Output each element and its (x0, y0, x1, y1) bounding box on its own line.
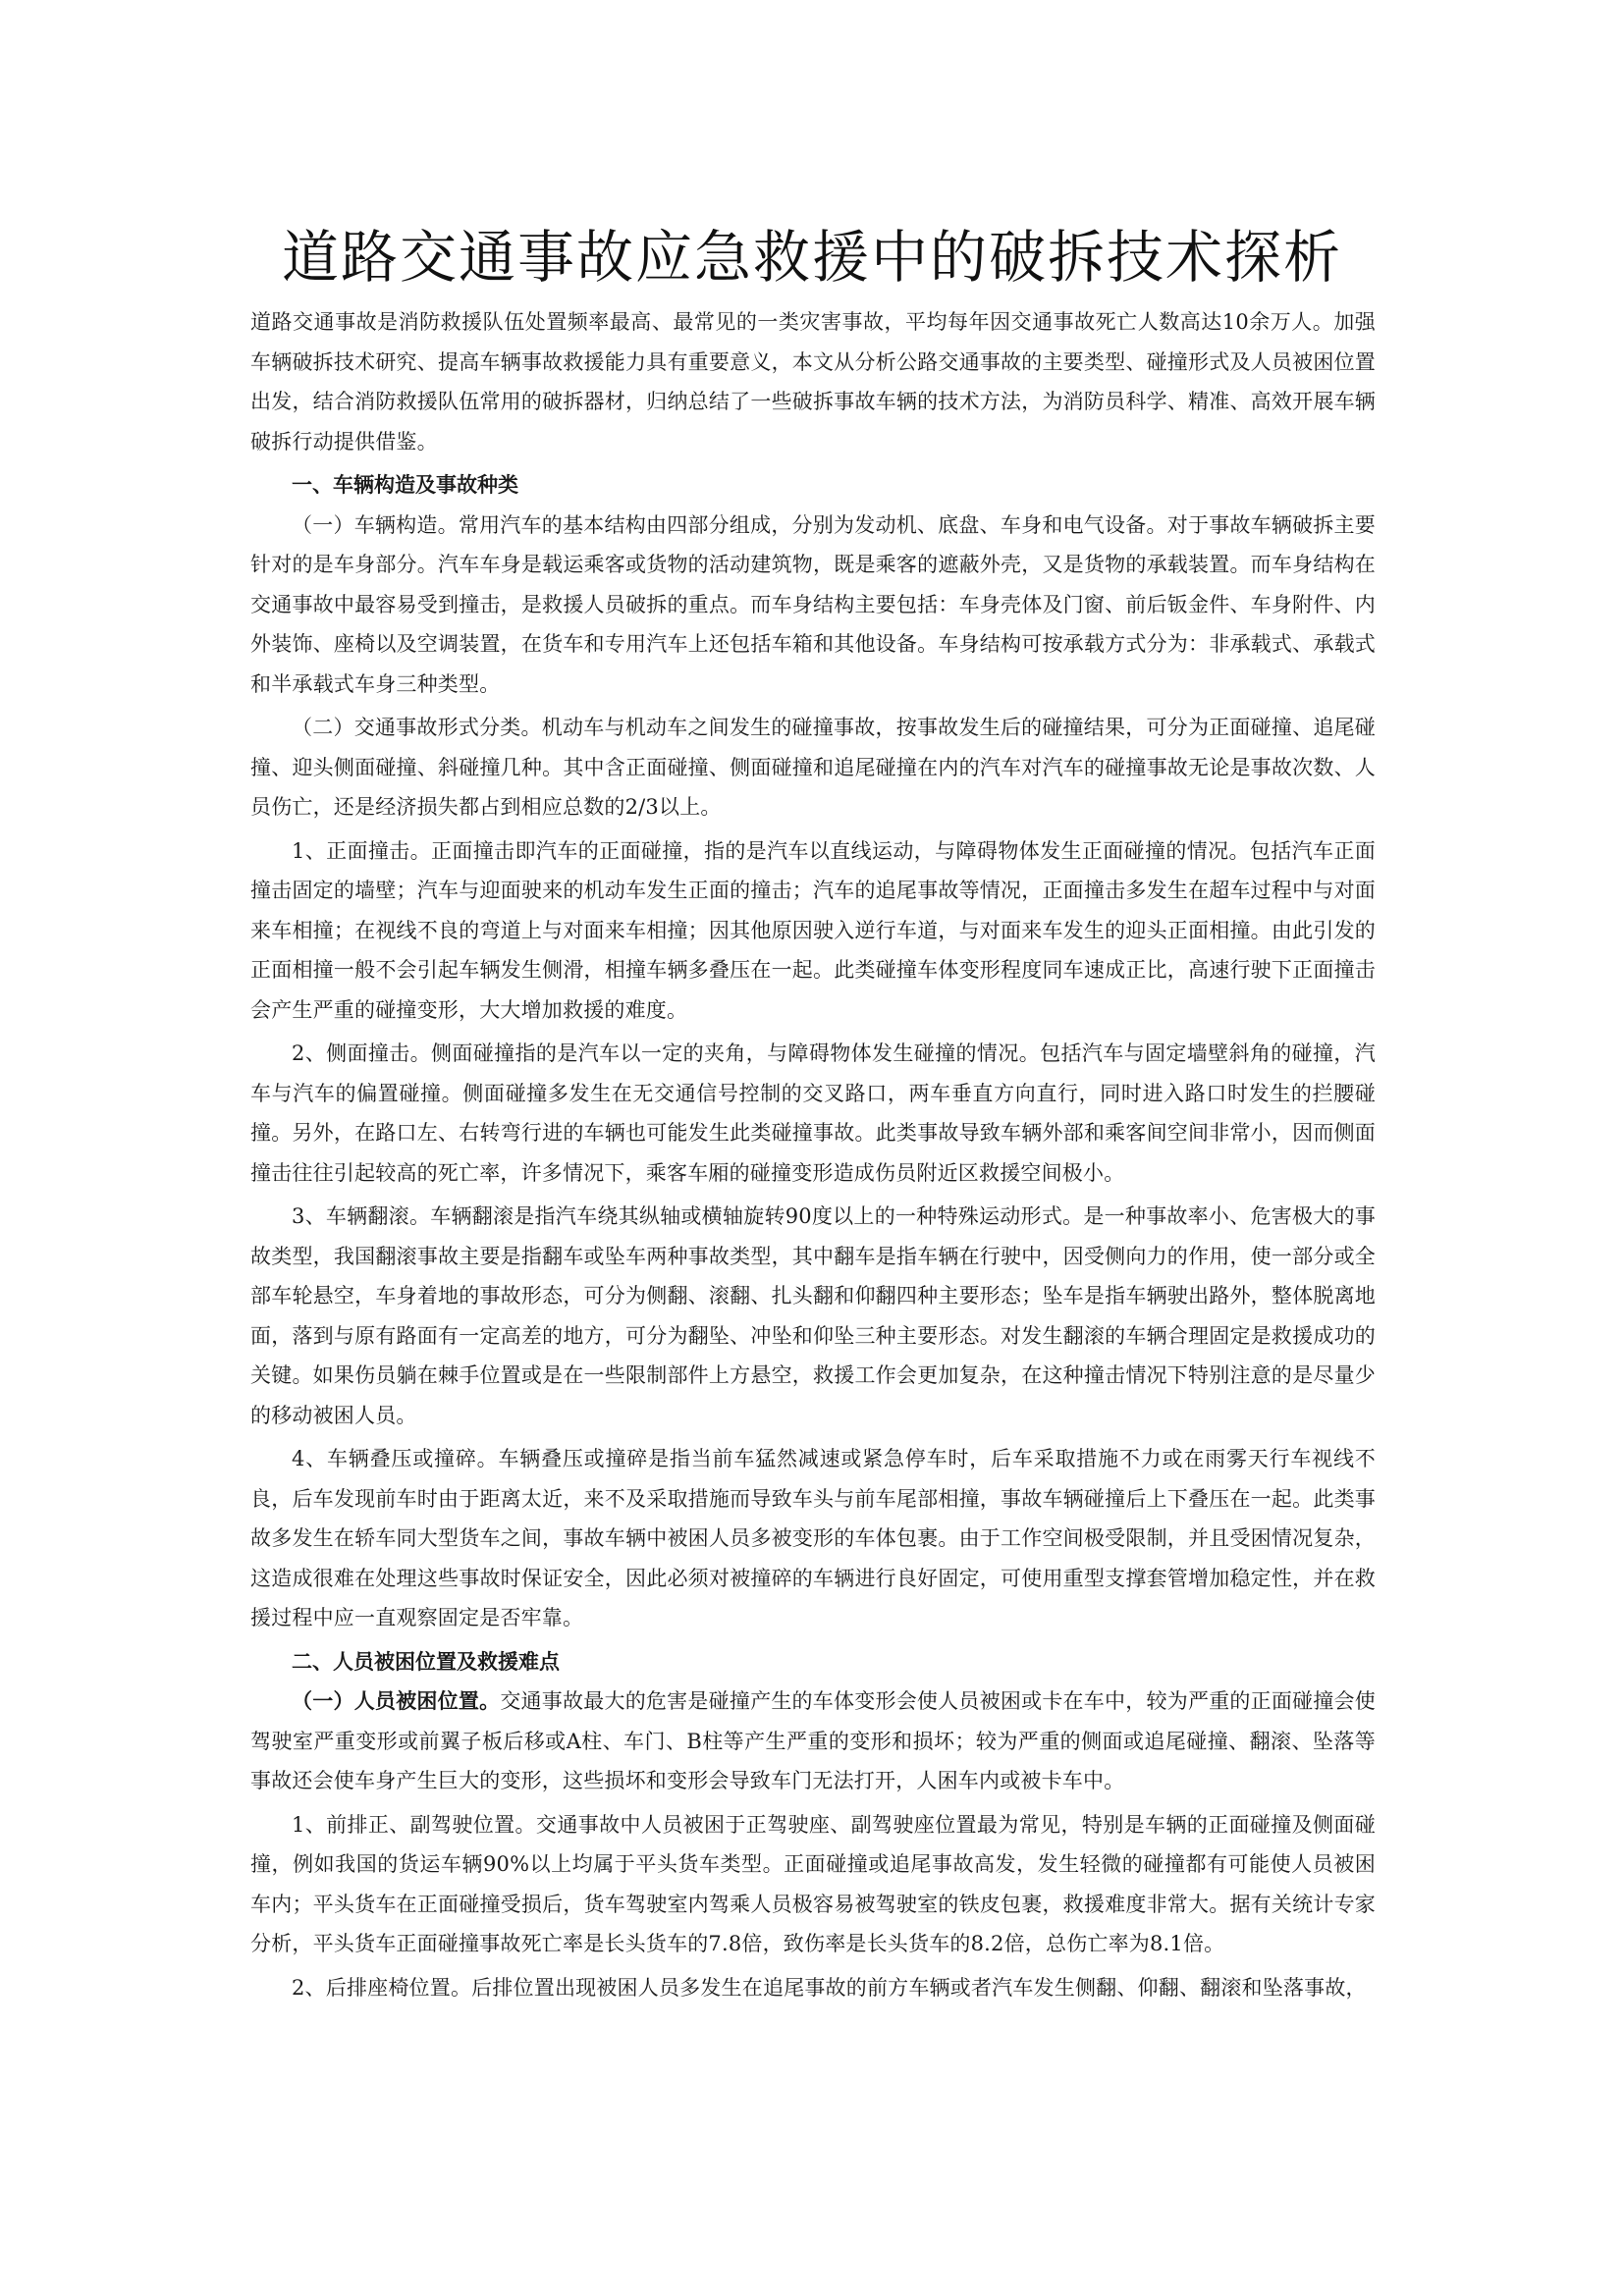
paragraph-trapped-position (250, 1682, 1376, 1801)
paragraph-side-impact: 2、侧面撞击。侧面碰撞指的是汽车以一定的夹角，与障碍物体发生碰撞的情况。包括汽车与固定墙壁斜角的碰撞，汽车与汽车的偏置碰撞。侧面碰撞多发生在无交通信号控制的交叉路口，两车垂直方向直行，同时进入路口时发生的拦腰碰撞。另外，在路口左、右转弯行进的车辆也可能发生此类碰撞事故。此类事故导致车辆外部和乘客间空间非常小，因而侧面撞击往往引起较高的死亡率，许多情况下，乘客车厢的碰撞变形造成伤员附近区救援空间极小。 (250, 1041, 1376, 1185)
document-body (250, 302, 1376, 2007)
paragraph-frontal-impact: 1、正面撞击。正面撞击即汽车的正面碰撞，指的是汽车以直线运动，与障碍物体发生正面碰撞的情况。包括汽车正面撞击固定的墙壁；汽车与迎面驶来的机动车发生正面的撞击；汽车的追尾事故等情况，正面撞击多发生在超车过程中与对面来车相撞；在视线不良的弯道上与对面来车相撞；因其他原因驶入逆行车道，与对面来车发生的迎头正面相撞。由此引发的正面相撞一般不会引起车辆发生侧滑，相撞车辆多叠压在一起。此类碰撞车体变形程度同车速成正比，高速行驶下正面撞击会产生严重的碰撞变形，大大增加救援的难度。 (250, 838, 1376, 1022)
paragraph-front-seats: 1、前排正、副驾驶位置。交通事故中人员被困于正驾驶座、副驾驶座位置最为常见，特别是车辆的正面碰撞及侧面碰撞，例如我国的货运车辆90%以上均属于平头货车类型。正面碰撞或追尾事故高发，发生轻微的碰撞都有可能使人员被困车内；平头货车在正面碰撞受损后，货车驾驶室内驾乘人员极容易被驾驶室的铁皮包裹，救援难度非常大。据有关统计专家分析，平头货车正面碰撞事故死亡率是长头货车的7.8倍，致伤率是长头货车的8.2倍，总伤亡率为8.1倍。 (250, 1812, 1376, 1955)
paragraph-rear-seats: 2、后排座椅位置。后排位置出现被困人员多发生在追尾事故的前方车辆或者汽车发生侧翻、仰翻、翻滚和坠落事故， (292, 1975, 1367, 2000)
section-heading-2: 二、人员被困位置及救援难点 (292, 1648, 560, 1674)
page-title: 道路交通事故应急救援中的破拆技术探析 (281, 224, 1342, 291)
paragraph-accident-types: （二）交通事故形式分类。机动车与机动车之间发生的碰撞事故，按事故发生后的碰撞结果，可分为正面碰撞、追尾碰撞、迎头侧面碰撞、斜碰撞几种。其中含正面碰撞、侧面碰撞和追尾碰撞在内的汽车对汽车的碰撞事故无论是事故次数、人员伤亡，还是经济损失都占到相应总数的2/3以上。 (250, 716, 1376, 819)
paragraph-lead: （一）人员被困位置。 (292, 1688, 501, 1713)
intro-paragraph: 道路交通事故是消防救援队伍处置频率最高、最常见的一类灾害事故，平均每年因交通事故死亡人数高达10余万人。加强车辆破拆技术研究、提高车辆事故救援能力具有重要意义，本文从分析公路交通事故的主要类型、碰撞形式及人员被困位置出发，结合消防救援队伍常用的破拆器材，归纳总结了一些破拆事故车辆的技术方法，为消防员科学、精准、高效开展车辆破拆行动提供借鉴。 (250, 310, 1376, 454)
section-heading-1: 一、车辆构造及事故种类 (292, 472, 518, 497)
paragraph-rollover: 3、车辆翻滚。车辆翻滚是指汽车绕其纵轴或横轴旋转90度以上的一种特殊运动形式。是一种事故率小、危害极大的事故类型，我国翻滚事故主要是指翻车或坠车两种事故类型，其中翻车是指车辆在行驶中，因受侧向力的作用，使一部分或全部车轮悬空，车身着地的事故形态，可分为侧翻、滚翻、扎头翻和仰翻四种主要形态；坠车是指车辆驶出路外，整体脱离地面，落到与原有路面有一定高差的地方，可分为翻坠、冲坠和仰坠三种主要形态。对发生翻滚的车辆合理固定是救援成功的关键。如果伤员躺在棘手位置或是在一些限制部件上方悬空，救援工作会更加复杂，在这种撞击情况下特别注意的是尽量少的移动被困人员。 (250, 1204, 1376, 1427)
paragraph-stacking: 4、车辆叠压或撞碎。车辆叠压或撞碎是指当前车猛然减速或紧急停车时，后车采取措施不力或在雨雾天行车视线不良，后车发现前车时由于距离太近，来不及采取措施而导致车头与前车尾部相撞，事故车辆碰撞后上下叠压在一起。此类事故多发生在轿车同大型货车之间，事故车辆中被困人员多被变形的车体包裹。由于工作空间极受限制，并且受困情况复杂，这造成很难在处理这些事故时保证安全，因此必须对被撞碎的车辆进行良好固定，可使用重型支撑套管增加稳定性，并在救援过程中应一直观察固定是否牢靠。 (250, 1447, 1376, 1629)
paragraph-vehicle-structure: （一）车辆构造。常用汽车的基本结构由四部分组成，分别为发动机、底盘、车身和电气设备。对于事故车辆破拆主要针对的是车身部分。汽车车身是载运乘客或货物的活动建筑物，既是乘客的遮蔽外壳，又是货物的承载装置。而车身结构在交通事故中最容易受到撞击，是救援人员破拆的重点。而车身结构主要包括：车身壳体及门窗、前后钣金件、车身附件、内外装饰、座椅以及空调装置，在货车和专用汽车上还包括车箱和其他设备。车身结构可按承载方式分为：非承载式、承载式和半承载式车身三种类型。 (250, 512, 1376, 696)
paragraph-rest: 交通事故最大的危害是碰撞产生的车体变形会使人员被困或卡在车中，较为严重的正面碰撞会使驾驶室严重变形或前翼子板后移或A柱、车门、B柱等产生严重的变形和损坏；较为严重的侧面或追尾碰撞、翻滚、坠落等事故还会使车身产生巨大的变形，这些损坏和变形会导致车门无法打开，人困车内或被卡车中。 (250, 1689, 1376, 1792)
